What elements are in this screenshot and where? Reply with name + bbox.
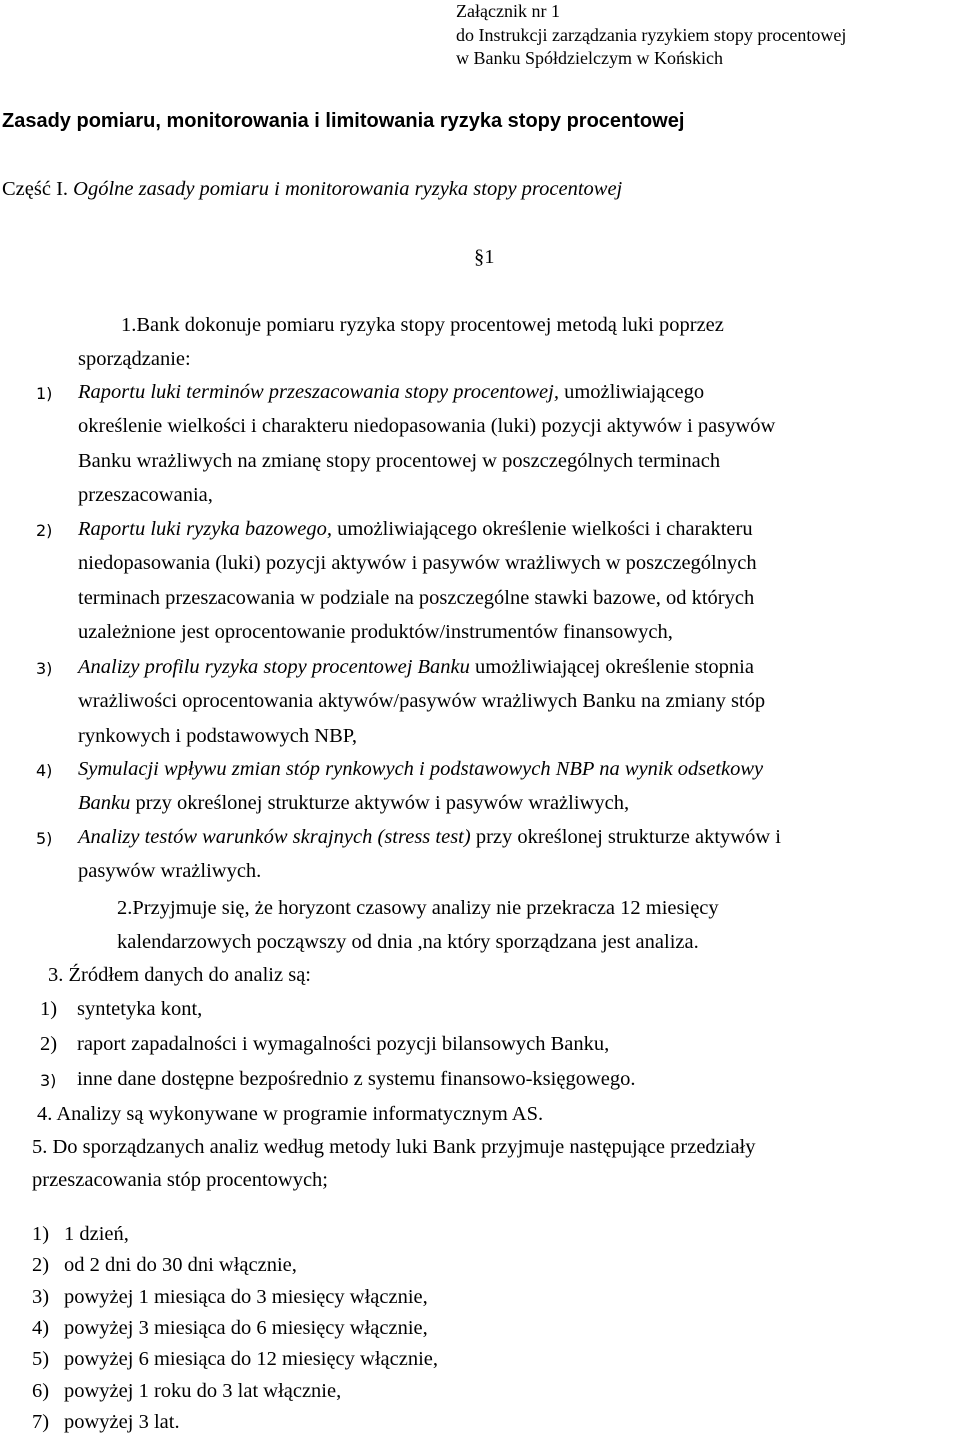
method-item-line [78, 483, 213, 507]
paragraph-1-line-1: 1.Bank dokonuje pomiaru ryzyka stopy procentowej metodą luki poprzez [121, 314, 724, 336]
section-number: 1 [484, 246, 495, 268]
method-item-line [78, 655, 754, 679]
interval-number: 4) [32, 1317, 50, 1339]
data-source-text: inne dane dostępne bezpośrednio z systemu finansowo-księgowego. [77, 1068, 636, 1090]
method-description: niedopasowania (luki) pozycji aktywów i pasywów wrażliwych w poszczególnych [78, 552, 757, 574]
paragraph-3-label: 3. Źródłem danych do analiz są: [48, 964, 311, 986]
method-description: uzależnione jest oprocentowanie produktów/instrumentów finansowych, [78, 621, 673, 643]
method-description: rynkowych i podstawowych NBP, [78, 725, 358, 747]
method-name: Banku [78, 792, 131, 814]
interval-number: 6) [32, 1380, 50, 1402]
interval-number: 3) [32, 1286, 50, 1308]
paragraph-4: 4. Analizy są wykonywane w programie informatycznym AS. [37, 1103, 544, 1125]
method-description: umożliwiającej określenie stopnia [469, 656, 754, 678]
annex-instruction: do Instrukcji zarządzania ryzykiem stopy procentowej [456, 25, 847, 45]
method-item-line [78, 620, 673, 644]
method-name: Raportu luki terminów przeszacowania stopy procentowej, [78, 381, 559, 403]
interval-text: powyżej 6 miesiąca do 12 miesięcy włącznie, [64, 1348, 438, 1370]
part-heading-prefix: Część I. [2, 178, 69, 200]
method-name: Analizy testów warunków skrajnych (stress test) [78, 826, 471, 848]
part-heading-text: Ogólne zasady pomiaru i monitorowania ryzyka stopy procentowej [68, 178, 623, 200]
method-item-line [78, 380, 704, 404]
method-item-line [78, 757, 763, 781]
method-description: terminach przeszacowania w podziale na poszczególne stawki bazowe, od których [78, 587, 755, 609]
interval-number: 1) [32, 1223, 50, 1245]
interval-text: od 2 dni do 30 dni włącznie, [64, 1254, 297, 1276]
annex-bank: w Banku Spółdzielczym w Końskich [456, 48, 723, 68]
method-description: określenie wielkości i charakteru niedopasowania (luki) pozycji aktywów i pasywów [78, 415, 776, 437]
data-source-number: 3) [40, 1071, 57, 1090]
method-item-line [78, 724, 357, 748]
interval-number: 2) [32, 1254, 50, 1276]
method-description: pasywów wrażliwych. [78, 860, 262, 882]
method-item-number: 5) [36, 829, 53, 848]
method-name: Symulacji wpływu zmian stóp rynkowych i podstawowych NBP na wynik odsetkowy [78, 758, 764, 780]
method-item-number: 4) [36, 761, 53, 780]
method-description: Banku wrażliwych na zmianę stopy procentowej w poszczególnych terminach [78, 450, 721, 472]
method-description: umożliwiającego określenie wielkości i charakteru [331, 518, 753, 540]
data-source-number: 2) [40, 1033, 58, 1055]
interval-text: powyżej 3 miesiąca do 6 miesięcy włącznie, [64, 1317, 428, 1339]
method-item-line [78, 586, 754, 610]
interval-number: 7) [32, 1411, 50, 1433]
interval-number: 5) [32, 1348, 50, 1370]
method-item-line [78, 689, 765, 713]
data-source-text: raport zapadalności i wymagalności pozycji bilansowych Banku, [77, 1033, 610, 1055]
method-item-number: 1) [36, 384, 53, 403]
paragraph-5-line-2: przeszacowania stóp procentowych; [32, 1169, 328, 1191]
paragraph-1-line-2: sporządzanie: [78, 348, 191, 370]
method-name: Analizy profilu ryzyka stopy procentowej Banku [78, 656, 470, 678]
document-title: Zasady pomiaru, monitorowania i limitowania ryzyka stopy procentowej [2, 110, 685, 132]
section-mark: §1 [474, 246, 495, 268]
method-name: Raportu luki ryzyka bazowego, [78, 518, 332, 540]
method-item-line [78, 859, 261, 883]
paragraph-5-line-1: 5. Do sporządzanych analiz według metody luki Bank przyjmuje następujące przedziały [32, 1136, 756, 1158]
method-description: przy określonej strukturze aktywów i pasywów wrażliwych, [130, 792, 630, 814]
method-item-line [78, 791, 629, 815]
part-heading [2, 177, 622, 201]
method-description: umożliwiającego [558, 381, 705, 403]
method-item-line [78, 517, 753, 541]
interval-text: powyżej 1 roku do 3 lat włącznie, [64, 1380, 342, 1402]
method-item-line [78, 414, 775, 438]
method-description: przy określonej strukturze aktywów i [470, 826, 781, 848]
method-item-line [78, 551, 757, 575]
paragraph-2-line-2: kalendarzowych począwszy od dnia ,na który sporządzana jest analiza. [117, 931, 699, 953]
interval-text: powyżej 3 lat. [64, 1411, 180, 1433]
annex-number: Załącznik nr 1 [456, 1, 560, 21]
method-item-number: 3) [36, 659, 53, 678]
data-source-number: 1) [40, 998, 58, 1020]
data-source-text: syntetyka kont, [77, 998, 203, 1020]
method-item-line [78, 449, 720, 473]
method-item-line [78, 825, 781, 849]
method-item-number: 2) [36, 521, 53, 540]
interval-text: 1 dzień, [64, 1223, 129, 1245]
paragraph-2-line-1: 2.Przyjmuje się, że horyzont czasowy analizy nie przekracza 12 miesięcy [117, 897, 719, 919]
method-description: wrażliwości oprocentowania aktywów/pasywów wrażliwych Banku na zmiany stóp [78, 690, 766, 712]
method-description: przeszacowania, [78, 484, 213, 506]
interval-text: powyżej 1 miesiąca do 3 miesięcy włącznie, [64, 1286, 428, 1308]
